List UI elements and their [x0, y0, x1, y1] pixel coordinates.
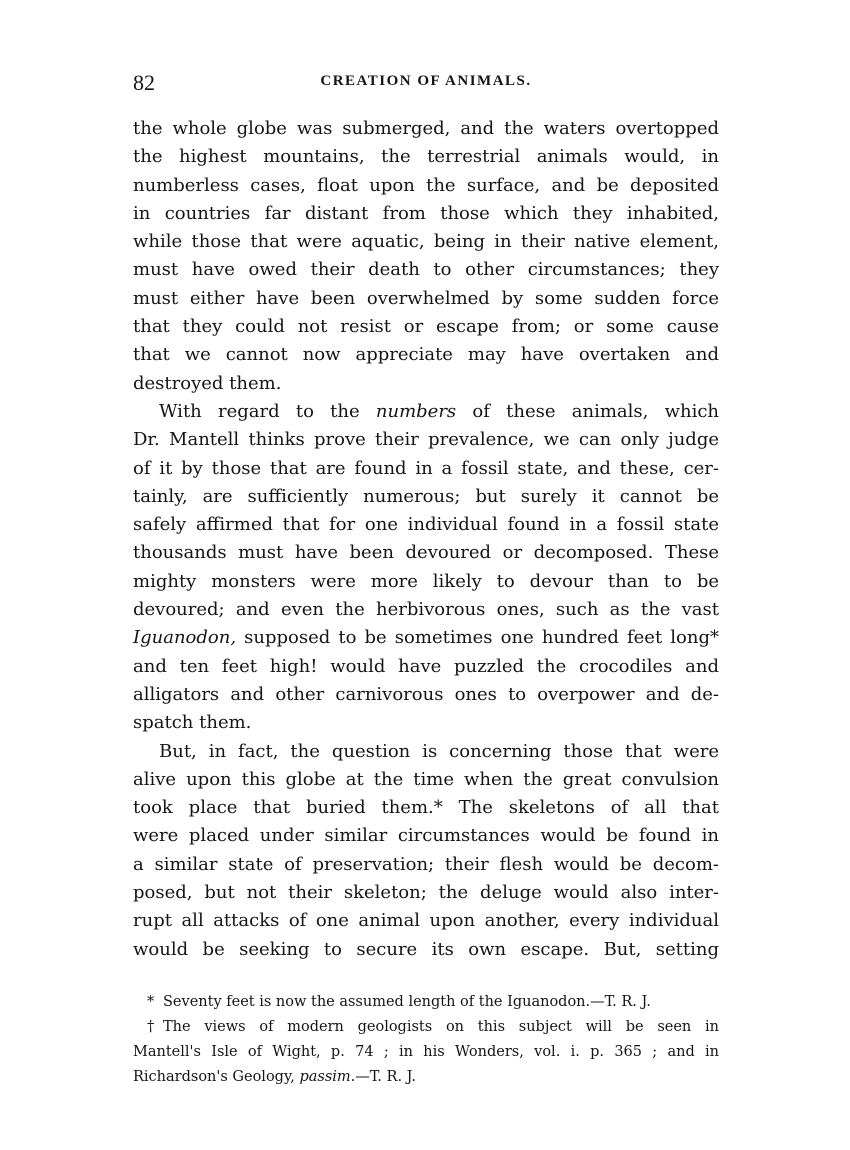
- text-line: safely affirmed that for one individual found in a fossil state: [133, 514, 719, 536]
- paragraph-3: [133, 738, 719, 964]
- italic-word: numbers: [375, 400, 457, 422]
- text-line: spatch them.: [133, 712, 252, 734]
- footnote-mark: †: [147, 1019, 155, 1035]
- footnotes: [133, 990, 719, 1090]
- text-line: alive upon this globe at the time when the great convulsion: [133, 768, 719, 790]
- text-line: a similar state of preservation; their flesh would be decom-: [133, 853, 719, 875]
- paragraph-2: [133, 398, 719, 738]
- text-line: [133, 398, 719, 426]
- page-number: 82: [133, 70, 155, 95]
- text-span: With regard to the: [159, 400, 376, 422]
- text-line: took place that buried them.* The skeletons of all that: [133, 797, 719, 819]
- text-line: that we cannot now appreciate may have overtaken and: [133, 344, 719, 366]
- footnote-1: [133, 990, 719, 1015]
- paragraph-1: [133, 115, 719, 398]
- text-line: devoured; and even the herbivorous ones, such as the vast: [133, 599, 719, 621]
- text-span: supposed to be sometimes one hundred feet long*: [236, 627, 719, 649]
- text-line: the whole globe was submerged, and the waters overtopped: [133, 118, 719, 139]
- footnote-text: .—T. R. J.: [350, 1069, 416, 1085]
- text-line: of it by those that are found in a fossil state, and these, cer-: [133, 457, 719, 479]
- body-text: [133, 115, 719, 964]
- footnote-line: Mantell's Isle of Wight, p. 74 ; in his Wonders, vol. i. p. 365 ; and in: [133, 1044, 719, 1060]
- text-line: would be seeking to secure its own escape. But, setting: [133, 938, 719, 960]
- text-line: alligators and other carnivorous ones to overpower and de-: [133, 683, 719, 705]
- page-header: [133, 70, 719, 100]
- text-line: in countries far distant from those which they inhabited,: [133, 202, 719, 224]
- running-title: CREATION OF ANIMALS.: [320, 73, 532, 89]
- text-line: the highest mountains, the terrestrial animals would, in: [133, 146, 719, 168]
- text-line: tainly, are sufficiently numerous; but surely it cannot be: [133, 485, 719, 507]
- text-line: that they could not resist or escape from; or some cause: [133, 316, 719, 338]
- text-line: must have owed their death to other circumstances; they: [133, 259, 719, 281]
- text-line: posed, but not their skeleton; the deluge would also inter-: [133, 882, 719, 904]
- italic-word: passim: [299, 1069, 351, 1085]
- italic-word: Iguanodon,: [133, 627, 237, 649]
- text-line: must either have been overwhelmed by some sudden force: [133, 287, 719, 309]
- text-span: of these animals, which: [456, 400, 719, 422]
- text-line: were placed under similar circumstances would be found in: [133, 825, 719, 847]
- text-line: rupt all attacks of one animal upon another, every individual: [133, 910, 719, 932]
- footnote-text: Richardson's Geology,: [133, 1069, 300, 1085]
- text-line: [133, 624, 719, 652]
- text-line: while those that were aquatic, being in their native element,: [133, 231, 719, 253]
- text-line: and ten feet high! would have puzzled the crocodiles and: [133, 655, 719, 677]
- footnote-mark: *: [147, 994, 155, 1010]
- footnote-text: Seventy feet is now the assumed length of the Iguanodon.—T. R. J.: [163, 994, 651, 1010]
- text-line: thousands must have been devoured or decomposed. These: [133, 542, 719, 564]
- text-line: But, in fact, the question is concerning those that were: [159, 740, 719, 762]
- text-line: destroyed them.: [133, 372, 282, 394]
- text-line: numberless cases, float upon the surface, and be deposited: [133, 174, 719, 196]
- footnote-line: [133, 1065, 719, 1090]
- footnote-text: The views of modern geologists on this subject will be seen in: [163, 1019, 719, 1035]
- footnote-2: [133, 1015, 719, 1040]
- text-line: mighty monsters were more likely to devour than to be: [133, 570, 719, 592]
- text-line: Dr. Mantell thinks prove their prevalence, we can only judge: [133, 429, 719, 451]
